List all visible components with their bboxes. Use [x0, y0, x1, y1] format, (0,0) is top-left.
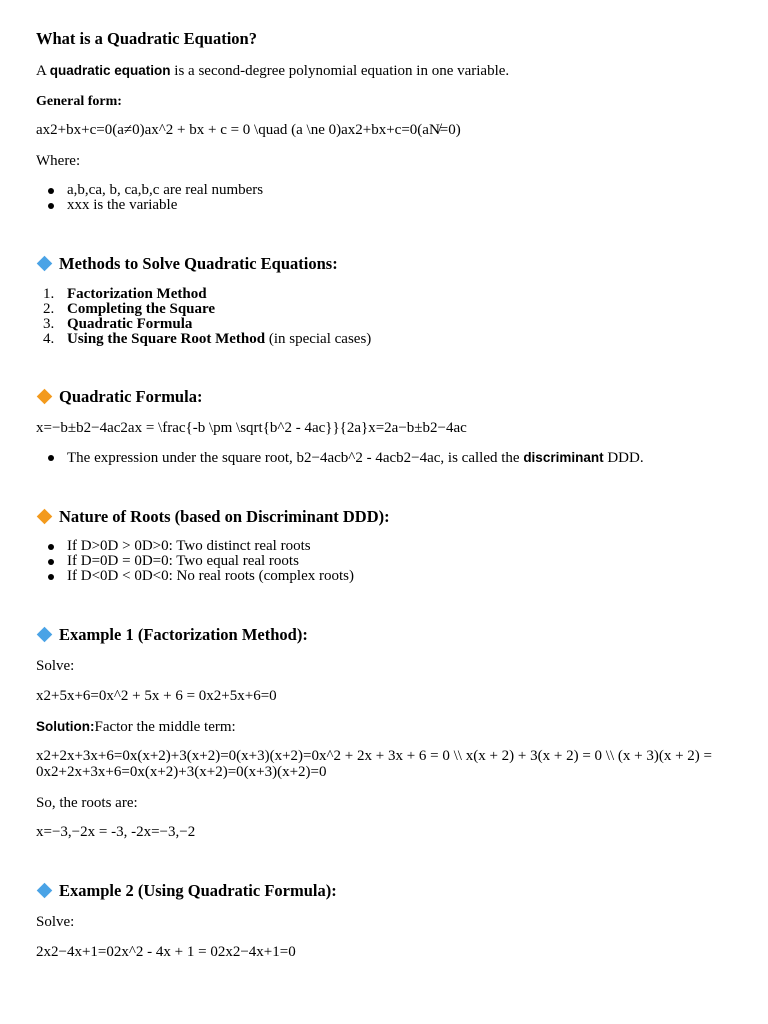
list-item: xxx is the variable [36, 198, 732, 213]
list-item [36, 332, 732, 347]
list-item: If D>0D > 0D>0: Two distinct real roots [36, 539, 732, 554]
where-label: Where: [36, 153, 81, 169]
list-item [36, 302, 732, 317]
list-item: If D=0D = 0D=0: Two equal real roots [36, 554, 732, 569]
example2-heading-text: Example 2 (Using Quadratic Formula): [59, 881, 337, 900]
intro-text: A [36, 63, 50, 79]
blue-diamond-icon [37, 627, 53, 643]
list-item: a,b,ca, b, ca,b,c are real numbers [36, 183, 732, 198]
list-number: 3. [43, 316, 55, 332]
example1-heading [36, 626, 732, 643]
methods-list [36, 287, 732, 347]
example2-solve-label: Solve: [36, 914, 75, 930]
example1-heading-text: Example 1 (Factorization Method): [59, 625, 308, 644]
discriminant-term: discriminant [523, 450, 604, 465]
orange-diamond-icon [37, 509, 53, 525]
intro-bold-term: quadratic equation [49, 63, 171, 78]
methods-heading-text: Methods to Solve Quadratic Equations: [59, 254, 338, 273]
list-item [36, 317, 732, 332]
discriminant-note: The expression under the square root, b2−4acb^2 - 4acb2−4ac, is called the [67, 450, 524, 466]
discriminant-note-end: DDD. [603, 450, 644, 466]
example2-equation: 2x2−4x+1=02x^2 - 4x + 1 = 02x2−4x+1=0 [36, 944, 296, 960]
example1-roots-label: So, the roots are: [36, 795, 138, 811]
list-number: 1. [43, 286, 55, 302]
example1-roots: x=−3,−2x = -3, -2x=−3,−2 [36, 824, 196, 840]
list-number: 2. [43, 301, 55, 317]
formula-heading [36, 388, 732, 405]
solution-text: Factor the middle term: [94, 719, 236, 735]
quadratic-formula-equation: x=−b±b2−4ac2ax = \frac{-b \pm \sqrt{b^2 - 4ac}}{2a}x=2a−b±b2−4ac [36, 420, 467, 436]
method-note: (in special cases) [265, 331, 372, 347]
nature-heading [36, 508, 732, 525]
nature-list [36, 539, 732, 584]
method-name: Factorization Method [67, 286, 207, 302]
example1-solve-label: Solve: [36, 658, 75, 674]
list-number: 4. [43, 331, 55, 347]
example1-equation: x2+5x+6=0x^2 + 5x + 6 = 0x2+5x+6=0 [36, 688, 277, 704]
formula-notes-list [36, 450, 732, 466]
method-name: Completing the Square [67, 301, 216, 317]
intro-text-rest: is a second-degree polynomial equation in one variable. [170, 63, 510, 79]
formula-heading-text: Quadratic Formula: [59, 387, 203, 406]
blue-diamond-icon [37, 256, 53, 272]
general-form-equation: ax2+bx+c=0(a≠0)ax^2 + bx + c = 0 \quad (a \ne 0)ax2+bx+c=0(aN̸=0) [36, 122, 461, 138]
method-name: Using the Square Root Method [67, 331, 266, 347]
nature-heading-text: Nature of Roots (based on Discriminant DDD): [59, 507, 390, 526]
where-list [36, 183, 732, 213]
solution-label: Solution: [36, 719, 95, 734]
list-item [36, 450, 732, 466]
methods-heading [36, 255, 732, 272]
example1-work: x2+2x+3x+6=0x(x+2)+3(x+2)=0(x+3)(x+2)=0x^2 + 2x + 3x + 6 = 0 \\ x(x + 2) + 3(x + 2) = 0 \\ (x + 3)(x + 2) = 0x2+2x+3x+6=0x(x+2)+3(x+2)=0(x+3)(x+2)=0 [36, 748, 712, 780]
method-name: Quadratic Formula [67, 316, 193, 332]
general-form-label: General form: [36, 94, 122, 109]
orange-diamond-icon [37, 389, 53, 405]
example2-heading [36, 882, 732, 899]
example1-solution [36, 718, 732, 736]
list-item: If D<0D < 0D<0: No real roots (complex roots) [36, 569, 732, 584]
list-item [36, 287, 732, 302]
page-title: What is a Quadratic Equation? [36, 29, 257, 48]
intro-paragraph [36, 62, 732, 80]
blue-diamond-icon [37, 883, 53, 899]
